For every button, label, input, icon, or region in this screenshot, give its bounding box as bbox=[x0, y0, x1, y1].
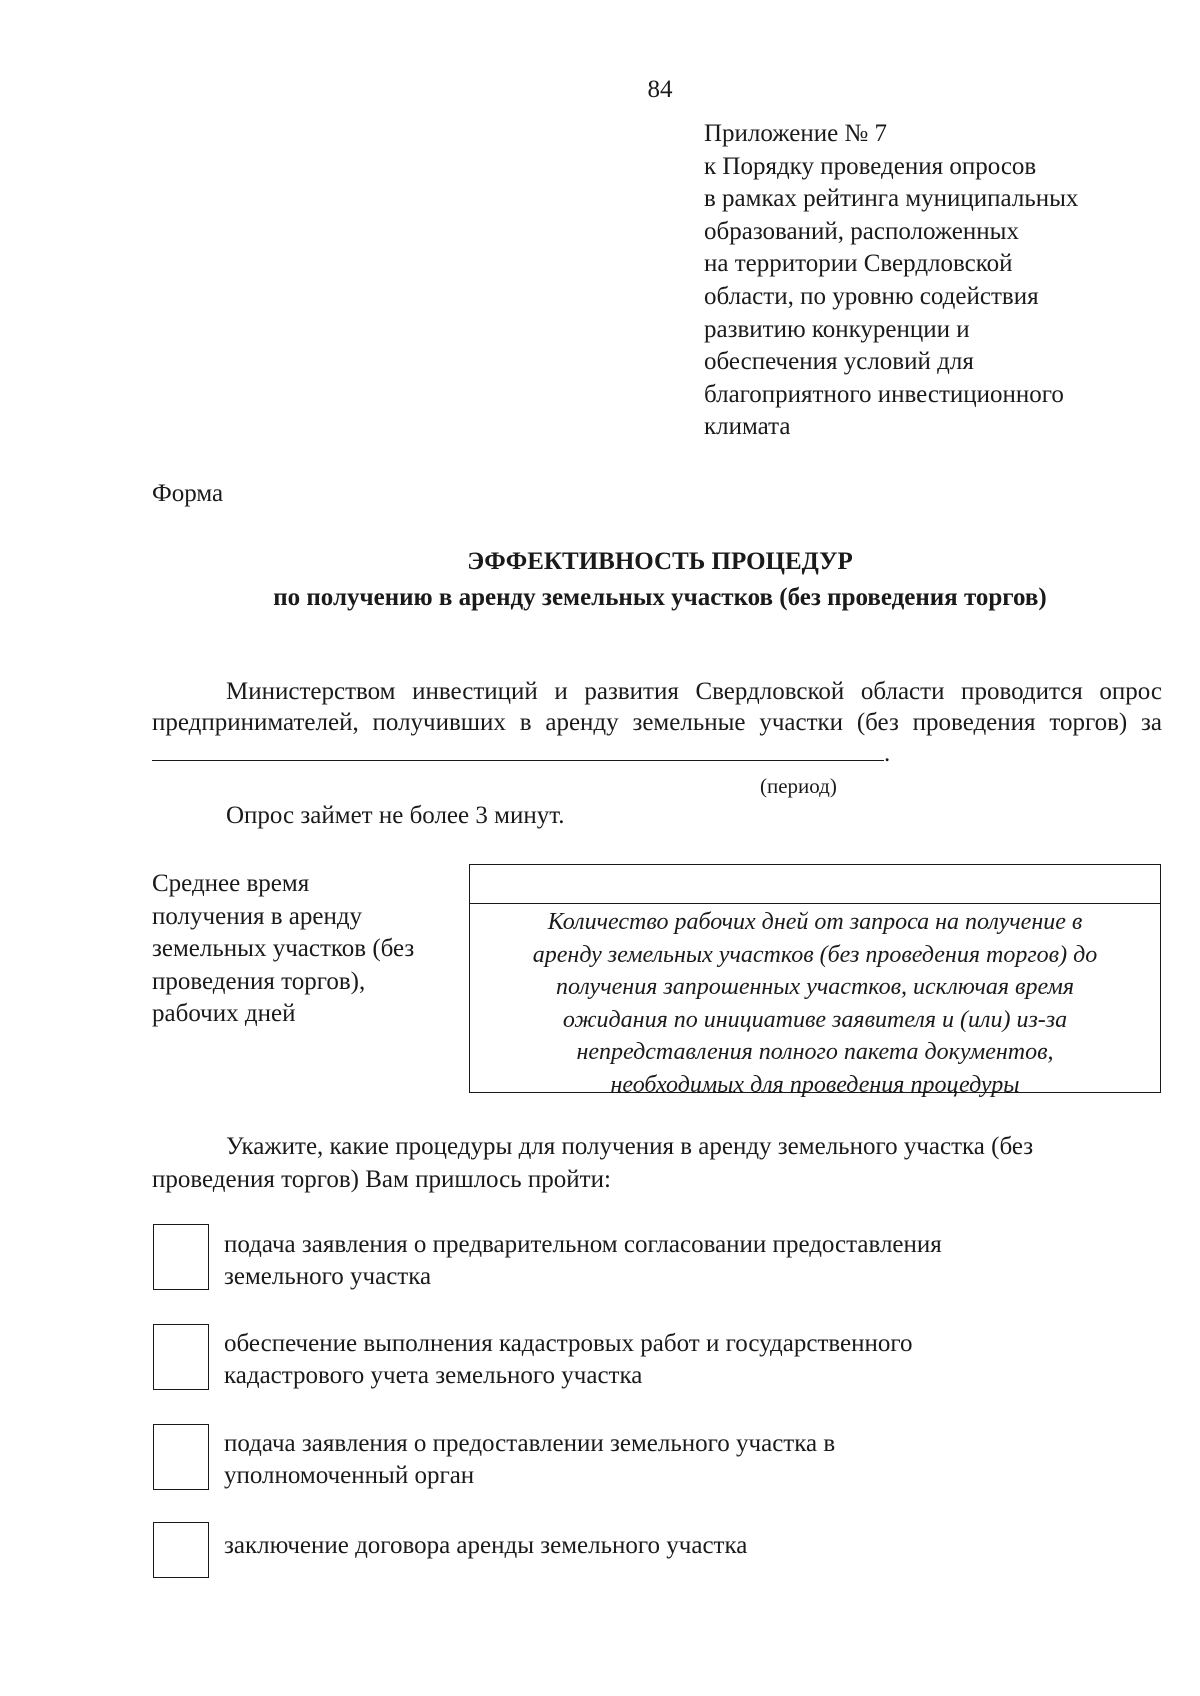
procedure-label bbox=[224, 1530, 1124, 1562]
hint-line: аренду земельных участков (без проведения торгов) до bbox=[532, 941, 1098, 968]
period-hint: (период) bbox=[760, 774, 837, 798]
procedure-checkbox[interactable] bbox=[153, 1324, 209, 1390]
procedure-label-line: подача заявления о предварительном согласовании предоставления bbox=[224, 1231, 942, 1258]
procedure-label bbox=[224, 1428, 1124, 1491]
appendix-line: на территории Свердловской bbox=[704, 250, 1013, 278]
procedures-instruction: Укажите, какие процедуры для получения в аренду земельного участка (без проведения торгов) Вам пришлось пройти: bbox=[152, 1133, 1034, 1193]
avg-time-answer-box[interactable] bbox=[469, 864, 1161, 904]
page-number: 84 bbox=[647, 76, 673, 103]
hint-line: Количество рабочих дней от запроса на получение в bbox=[547, 909, 1083, 935]
procedure-label bbox=[224, 1328, 1124, 1391]
avg-time-hint-box bbox=[469, 903, 1161, 1098]
procedure-checkbox[interactable] bbox=[153, 1424, 209, 1490]
survey-duration: Опрос займет не более 3 минут. bbox=[226, 802, 565, 829]
appendix-line: к Порядку проведения опросов bbox=[704, 152, 1037, 180]
hint-line: получения запрошенных участков, исключая время bbox=[555, 974, 1074, 1000]
avg-time-label-line: проведения торгов), bbox=[152, 967, 366, 995]
intro-paragraph bbox=[152, 676, 1162, 769]
appendix-line: в рамках рейтинга муниципальных bbox=[704, 185, 1079, 213]
form-label: Форма bbox=[152, 480, 224, 507]
appendix-line: области, по уровню содействия bbox=[704, 282, 1039, 310]
avg-time-label-line: земельных участков (без bbox=[152, 935, 415, 962]
procedure-label-line: подача заявления о предоставлении земельного участка в bbox=[224, 1430, 836, 1457]
appendix-line: Приложение № 7 bbox=[704, 120, 888, 147]
procedure-label-line: заключение договора аренды земельного участка bbox=[224, 1532, 748, 1559]
intro-end: . bbox=[884, 740, 891, 767]
avg-time-label-line: получения в аренду bbox=[152, 902, 363, 930]
avg-time-label bbox=[152, 868, 462, 1031]
hint-line: необходимых для проведения процедуры bbox=[610, 1071, 1020, 1098]
appendix-line: обеспечения условий для bbox=[704, 348, 974, 376]
appendix-header bbox=[704, 118, 1174, 444]
avg-time-label-line: Среднее время bbox=[152, 870, 310, 897]
procedure-label-line: обеспечение выполнения кадастровых работ и государственного bbox=[224, 1330, 913, 1357]
hint-line: непредставления полного пакета документов, bbox=[576, 1039, 1054, 1065]
document-subtitle: по получению в аренду земельных участков (без проведения торгов) bbox=[273, 584, 1047, 611]
procedure-label-line: земельного участка bbox=[224, 1262, 432, 1290]
hint-line: ожидания по инициативе заявителя и (или) из-за bbox=[562, 1006, 1068, 1033]
appendix-line: благоприятного инвестиционного bbox=[704, 380, 1064, 408]
period-input-line[interactable] bbox=[152, 738, 884, 761]
avg-time-label-line: рабочих дней bbox=[152, 1000, 296, 1027]
procedure-label-line: кадастрового учета земельного участка bbox=[224, 1361, 643, 1389]
procedure-label-line: уполномоченный орган bbox=[224, 1461, 475, 1489]
appendix-line: развитию конкуренции и bbox=[704, 315, 970, 343]
procedure-checkbox[interactable] bbox=[153, 1224, 209, 1290]
procedure-checkbox[interactable] bbox=[153, 1522, 209, 1578]
procedure-label bbox=[224, 1229, 1124, 1292]
appendix-line: образований, расположенных bbox=[704, 217, 1019, 245]
appendix-line: климата bbox=[704, 413, 791, 441]
document-title: ЭФФЕКТИВНОСТЬ ПРОЦЕДУР bbox=[467, 548, 853, 575]
intro-text: Министерством инвестиций и развития Свердловской области проводится опрос предпринимателей, получивших в аренду земельные участки (без проведения торгов) за bbox=[152, 678, 1162, 736]
